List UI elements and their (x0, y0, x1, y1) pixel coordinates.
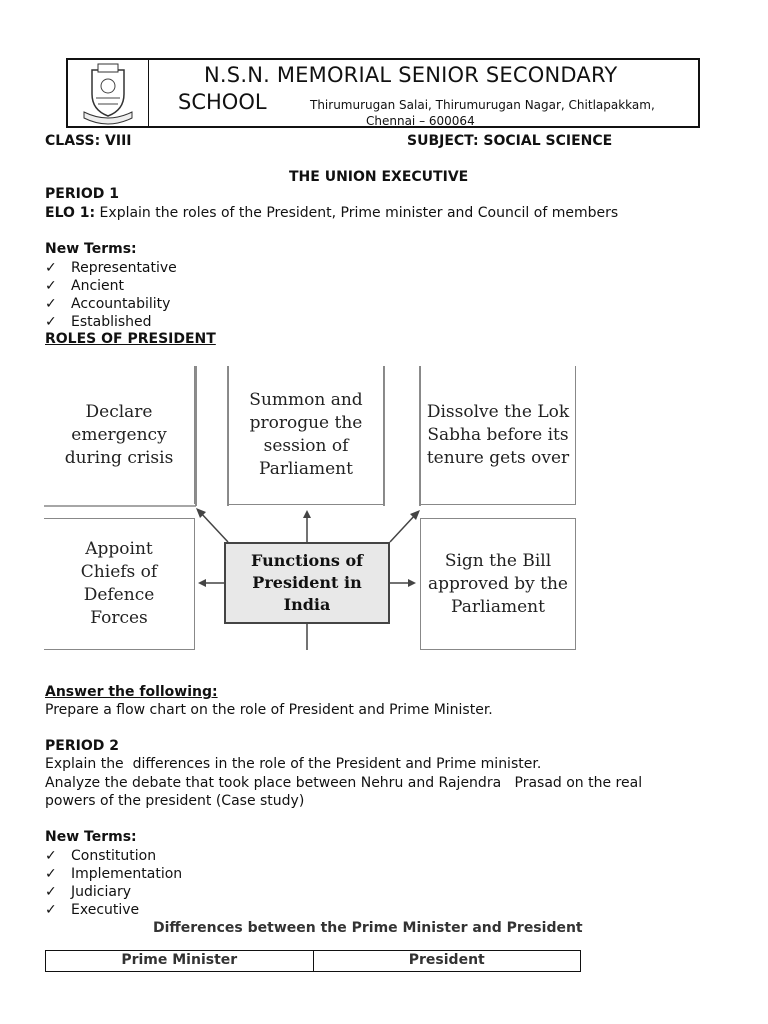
new-terms-heading-1: New Terms: (45, 241, 137, 257)
diagram-box-parliament-session: Summon and prorogue the session of Parliament (228, 366, 384, 505)
table-header-president: President (408, 952, 485, 968)
list-item: ✓ Accountability (45, 296, 171, 312)
list-item: ✓ Implementation (45, 866, 183, 882)
school-address-line2: Chennai – 600064 (366, 114, 475, 128)
list-item: ✓ Ancient (45, 278, 125, 294)
period2-line2: Analyze the debate that took place between Nehru and Rajendra Prasad on the real (45, 775, 643, 791)
class-label: CLASS: VIII (45, 133, 132, 149)
roles-heading: ROLES OF PRESIDENT (45, 331, 216, 347)
elo1-line (45, 205, 618, 221)
period2-line1: Explain the differences in the role of the President and Prime minister. (45, 756, 542, 772)
page-title: THE UNION EXECUTIVE (289, 169, 469, 185)
logo-cell (68, 60, 149, 126)
list-item: ✓ Established (45, 314, 152, 330)
check-icon: ✓ (45, 260, 57, 276)
period1-heading: PERIOD 1 (45, 186, 119, 202)
school-name-line2: SCHOOL (178, 90, 267, 114)
check-icon: ✓ (45, 314, 57, 330)
check-icon: ✓ (45, 848, 57, 864)
period2-line3: powers of the president (Case study) (45, 793, 305, 809)
list-item: ✓ Representative (45, 260, 177, 276)
differences-heading: Differences between the Prime Minister and President (153, 920, 583, 936)
answer-text: Prepare a flow chart on the role of President and Prime Minister. (45, 702, 493, 718)
check-icon: ✓ (45, 278, 57, 294)
check-icon: ✓ (45, 902, 57, 918)
diagram-box-sign-bill: Sign the Bill approved by the Parliament (420, 518, 576, 650)
list-item: ✓ Judiciary (45, 884, 131, 900)
subject-label: SUBJECT: SOCIAL SCIENCE (407, 133, 613, 149)
check-icon: ✓ (45, 866, 57, 882)
new-terms-list-2 (45, 847, 182, 919)
diagram-center-box: Functions of President in India (224, 542, 390, 624)
diagram-box-emergency: Declare emergency during crisis (44, 366, 195, 504)
new-terms-heading-2: New Terms: (45, 829, 137, 845)
answer-heading: Answer the following: (45, 684, 218, 700)
list-item: ✓ Constitution (45, 848, 157, 864)
differences-table-header (45, 950, 581, 972)
check-icon: ✓ (45, 884, 57, 900)
list-item: ✓ Executive (45, 902, 140, 918)
president-functions-diagram (44, 366, 580, 650)
elo1-text: Explain the roles of the President, Prime minister and Council of members (95, 205, 619, 221)
school-crest-icon (68, 60, 148, 126)
diagram-box-dissolve-lok-sabha: Dissolve the Lok Sabha before its tenure gets over (420, 366, 576, 505)
school-address-line1: Thirumurugan Salai, Thirumurugan Nagar, Chitlapakkam, (310, 98, 655, 112)
period2-heading: PERIOD 2 (45, 738, 119, 754)
new-terms-list-1 (45, 259, 177, 331)
check-icon: ✓ (45, 296, 57, 312)
table-header-prime-minister: Prime Minister (46, 951, 314, 971)
elo1-label: ELO 1: (45, 205, 96, 221)
school-name-line1: N.S.N. MEMORIAL SENIOR SECONDARY (204, 63, 618, 87)
diagram-box-defence-chiefs: Appoint Chiefs of Defence Forces (44, 518, 195, 650)
school-header (66, 58, 700, 128)
